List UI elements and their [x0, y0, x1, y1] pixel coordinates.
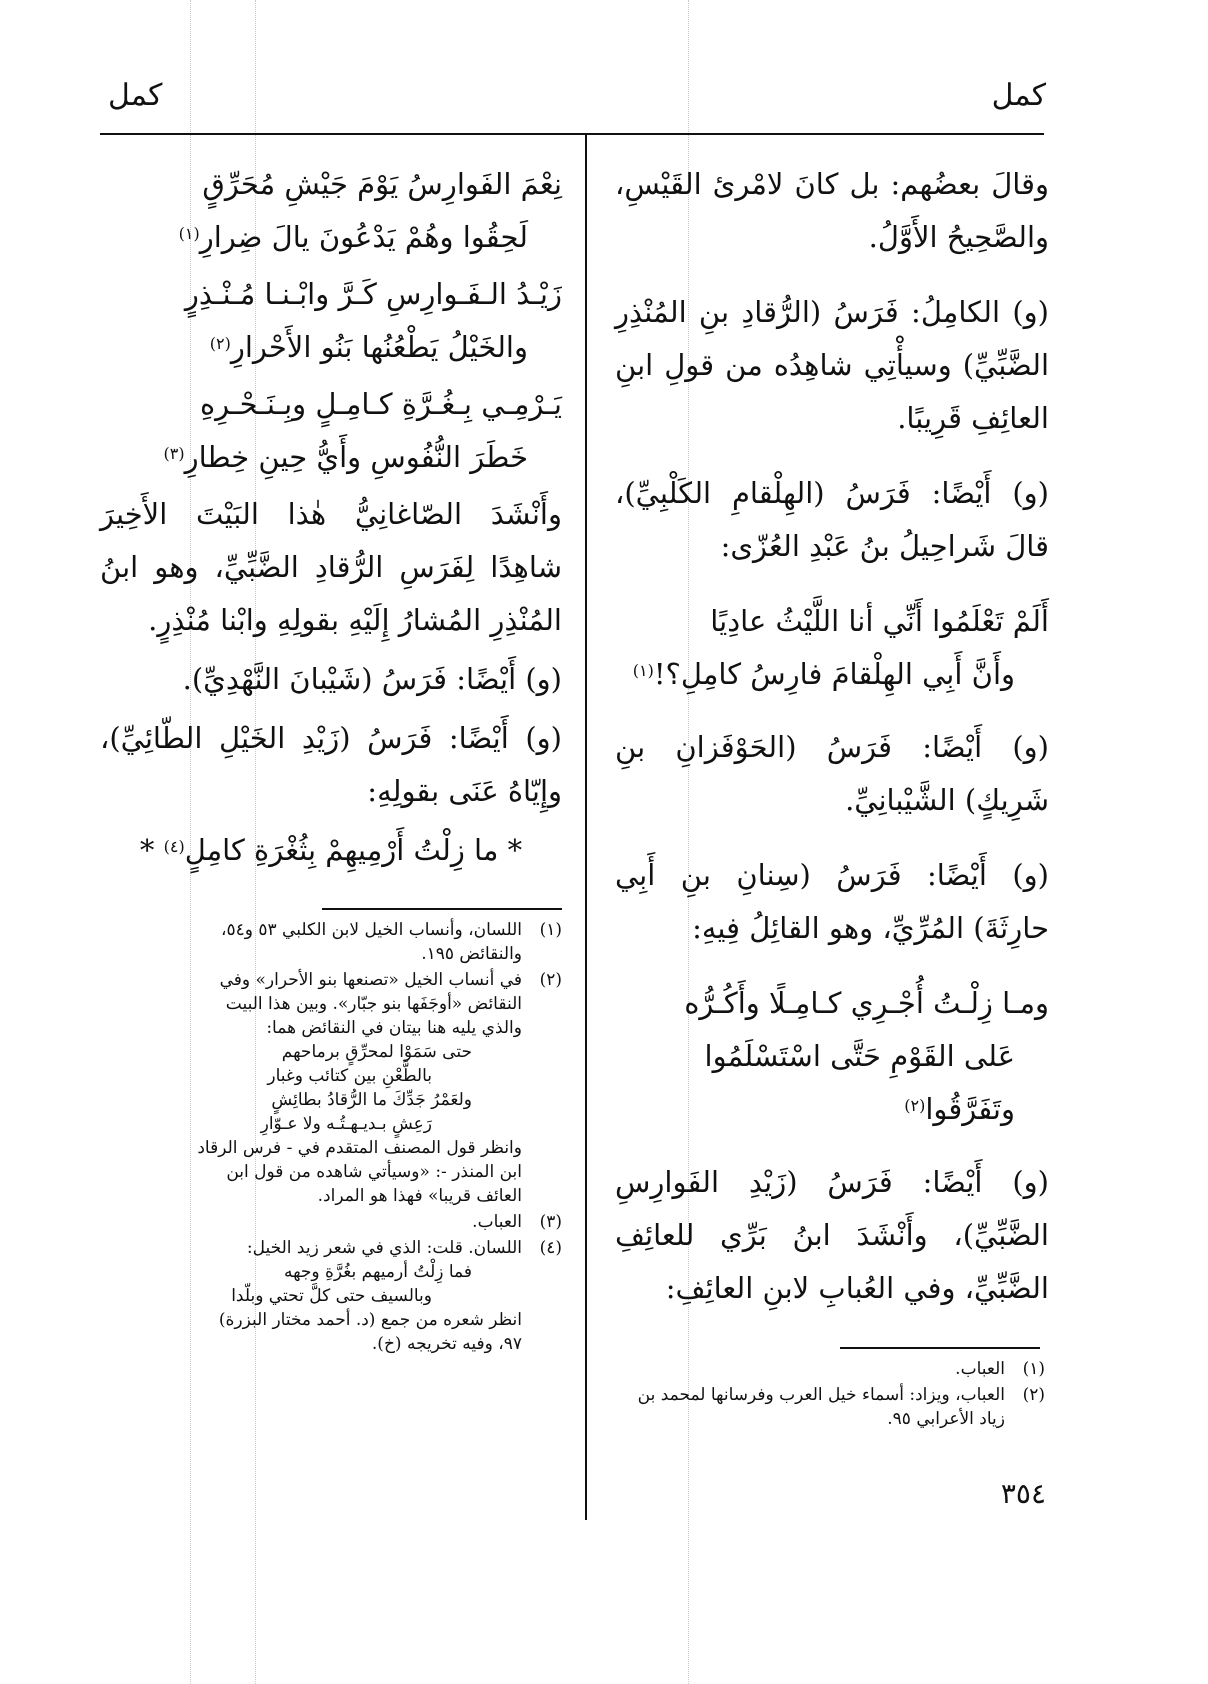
verse-second-hemistich — [100, 211, 562, 264]
verse-second-hemistich — [615, 648, 1049, 701]
verse-first-hemistich: يَـرْمِـي بِـغُـرَّةِ كـامِـلٍ وبِـنَـحْـرِهِ — [199, 387, 562, 421]
footnote-verse-line: بالطَّعْنِ بين كتائب وغبار — [267, 1066, 432, 1086]
verse-text: والخَيْلُ يَطْعُنُها بَنُو الأَحْرارِ — [230, 330, 528, 364]
footnote-text — [100, 1236, 522, 1356]
footnote-ref: (٢) — [209, 334, 231, 353]
footnote-line: انظر شعره من جمع (د. أحمد مختار البزرة) — [218, 1310, 522, 1330]
footnote-verse-line: فما زِلْتُ أرميهم بغُرَّةِ وجهه — [283, 1262, 472, 1282]
verse-second-hemistich — [100, 431, 562, 484]
verse-end-mark: * — [139, 833, 164, 867]
paragraph: (و) أَيْضًا: فَرَسُ (زَيْدِ الفَوارِسِ الضَّبِّيِّ)، وأَنْشَدَ ابنُ بَرِّي للعائِفِ الضَّبِّيِّ، وفي العُبابِ لابنِ العائِفِ: — [615, 1165, 1049, 1305]
footnote-ref: (١) — [632, 661, 654, 680]
footnote-line: ٩٧، وفيه تخريجه (خ). — [371, 1334, 522, 1354]
page-number: ٣٥٤ — [1000, 1477, 1046, 1510]
footnotes-right — [615, 1357, 1045, 1433]
paragraph: (و) أَيْضًا: فَرَسُ (الحَوْفَزانِ بنِ شَرِيكٍ) الشَّيْبانِيِّ. — [615, 730, 1049, 817]
verse-first-hemistich: ومـا زِلْـتُ أُجْـرِي كـامِـلًا وأَكُـرُّه — [684, 986, 1049, 1020]
footnote-line: ابن المنذر -: «وسيأتي شاهده من قول ابن — [226, 1162, 522, 1182]
footnote-line: والنقائض ١٩٥. — [421, 944, 522, 964]
footnote — [100, 1210, 562, 1234]
verse-text: وأَنَّ أَبِي الهِلْقامَ فارِسُ كامِلِ؟! — [653, 657, 1015, 691]
footnote — [615, 1383, 1045, 1431]
running-head-left: كمل — [108, 78, 163, 113]
paragraph: (و) أَيْضًا: فَرَسُ (سِنانِ بنِ أَبِي حارِثَةَ) المُرِّيِّ، وهو القائِلُ فِيهِ: — [615, 858, 1049, 945]
footnote-line: العائف قريبا» فهذا هو المراد. — [317, 1186, 522, 1206]
verse-first-hemistich: زَيْـدُ الـفَـوارِسِ كَـرَّ وابْـنـا مُـنْـذِرٍ — [184, 277, 562, 311]
verse-text: * ما زِلْتُ أَرْمِيهِمْ بِثُغْرَةِ كامِلٍ — [184, 833, 523, 867]
footnote — [100, 918, 562, 966]
footnote-text — [100, 968, 522, 1208]
footnote-text: العباب، ويزاد: أسماء خيل العرب وفرسانها لمحمد بن زياد الأعرابي ٩٥. — [637, 1385, 1005, 1429]
footnote-rule — [322, 908, 562, 910]
footnote-line: في أنساب الخيل «تصنعها بنو الأحرار» وفي — [219, 970, 522, 990]
quoted-hemistich — [100, 824, 562, 877]
running-head-right: كمل — [991, 78, 1046, 113]
footnote-text — [100, 918, 522, 966]
footnote-number: (٤) — [539, 1238, 562, 1258]
verse-second-hemistich — [615, 1030, 1049, 1136]
footnote-verse-line: حتى سَمَوْا لمحرِّقٍ برماحهم — [281, 1042, 472, 1062]
verse-text: عَلى القَوْمِ حَتَّى اسْتَسْلَمُوا وتَفَرَّقُوا — [704, 1039, 1015, 1126]
verse-text: لَحِقُوا وهُمْ يَدْعُونَ يالَ ضِرارِ — [199, 220, 528, 254]
footnote-line: النقائض «أوجَفَها بنو جبّار». وبين هذا البيت — [225, 994, 522, 1014]
verse-first-hemistich: نِعْمَ الفَوارِسُ يَوْمَ جَيْشِ مُحَرِّقٍ — [202, 167, 562, 201]
footnote — [100, 1236, 562, 1356]
paragraph: (و) أَيْضًا: فَرَسُ (زَيْدِ الخَيْلِ الطّائِيِّ)، وإِيّاهُ عَنَى بقولِهِ: — [100, 721, 562, 808]
footnote-line: العباب. — [472, 1212, 522, 1232]
footnote-ref: (٣) — [163, 444, 185, 463]
column-divider — [585, 135, 587, 1520]
footnote-ref: (١) — [178, 224, 200, 243]
right-column — [615, 158, 1049, 1337]
footnote-number: (٢) — [539, 970, 562, 990]
footnote-verse-line: وبالسيف حتى كلَّ تحتي وبلّدا — [231, 1286, 432, 1306]
footnote-number: (١) — [1022, 1359, 1045, 1379]
footnote-number: (٢) — [1022, 1385, 1045, 1405]
footnote — [100, 968, 562, 1208]
footnote-text: العباب. — [955, 1359, 1005, 1379]
footnote-ref: (٢) — [904, 1096, 926, 1115]
footnote-ref: (٤) — [163, 837, 185, 856]
footnote-line: اللسان، وأنساب الخيل لابن الكلبي ٥٣ و٥٤، — [220, 920, 522, 940]
footnote-rule — [840, 1347, 1040, 1349]
footnote-verse-line: ولعَمْرُ جَدِّكَ ما الرُّقادُ بطائِشٍ — [271, 1090, 472, 1110]
paragraph: وقالَ بعضُهم: بل كانَ لامْرئ القَيْسِ، والصَّحِيحُ الأَوَّلُ. — [615, 167, 1049, 254]
header-rule — [100, 133, 1044, 135]
paragraph: (و) أَيْضًا: فَرَسُ (شَيْبانَ النَّهْدِيِّ). — [182, 662, 562, 696]
footnote-verse-line: رَعِشٍ بـديـهـتُـه ولا عـوّارِ — [260, 1114, 432, 1134]
footnote-number: (١) — [539, 920, 562, 940]
footnote-line: وانظر قول المصنف المتقدم في - فرس الرقاد — [197, 1138, 522, 1158]
footnote — [615, 1357, 1045, 1381]
verse-first-hemistich: أَلَمْ تَعْلَمُوا أَنِّي أنا اللَّيْثُ عادِيًا — [710, 604, 1049, 638]
footnote-line: والذي يليه هنا بيتان في النقائض هما: — [266, 1018, 522, 1038]
footnote-line: اللسان. قلت: الذي في شعر زيد الخيل: — [246, 1238, 522, 1258]
left-column — [100, 158, 562, 877]
paragraph: وأَنْشَدَ الصّاغانِيُّ هٰذا البَيْتَ الأَخِيرَ شاهِدًا لِفَرَسِ الرُّقادِ الضَّبِّيِّ، وهو ابنُ المُنْذِرِ المُشارُ إِلَيْهِ بقولِهِ وابْنا مُنْذِرٍ. — [100, 497, 562, 637]
verse-text: خَطَرَ النُّفُوسِ وأَيُّ حِينِ خِطارِ — [184, 440, 528, 474]
footnote-text — [100, 1210, 522, 1234]
footnotes-left — [100, 918, 562, 1358]
verse-second-hemistich — [100, 321, 562, 374]
paragraph: (و) الكامِلُ: فَرَسُ (الرُّقادِ بنِ المُنْذِرِ الضَّبِّيِّ) وسيأْتِي شاهِدُه من قولِ ابنِ العائِفِ قَرِيبًا. — [615, 295, 1049, 435]
footnote-number: (٣) — [539, 1212, 562, 1232]
paragraph: (و) أَيْضًا: فَرَسُ (الهِلْقامِ الكَلْبِيِّ)، قالَ شَراحِيلُ بنُ عَبْدِ العُزّى: — [615, 476, 1049, 563]
